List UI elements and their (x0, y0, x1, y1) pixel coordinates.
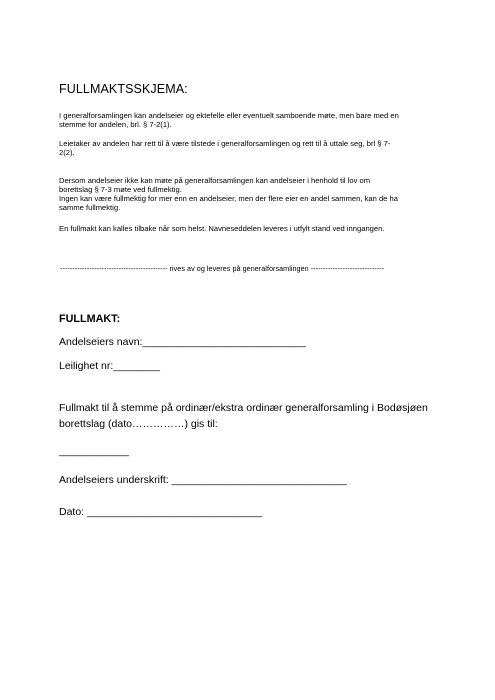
tear-off-separator: -------------------------------------------- rives av og leveres på generalforsamlingen ------------------------------ (60, 264, 385, 273)
date-field[interactable]: Dato: ______________________________ (59, 506, 263, 518)
proxy-name-field[interactable]: ____________ (59, 445, 130, 457)
signature-field[interactable]: Andelseiers underskrift: ______________________________ (59, 474, 347, 486)
tenant-line-2: 2(2). (59, 148, 75, 157)
proxy-rules-line-1: Dersom andelseier ikke kan møte på generalforsamlingen kan andelseier i henhold til lov om (59, 176, 371, 185)
proxy-statement (59, 401, 428, 432)
proxy-rules-paragraph (59, 176, 398, 212)
intro-line-2: stemme for andelen, brl. § 7-2(1). (59, 120, 172, 129)
proxy-statement-line-2: borettslag (dato……………) gis til: (59, 417, 218, 430)
intro-paragraph (59, 111, 399, 129)
proxy-rules-line-4: samme fullmektig. (59, 203, 121, 212)
document-title: FULLMAKTSSKJEMA: (59, 82, 188, 96)
apartment-number-field[interactable]: Leilighet nr:________ (59, 360, 161, 372)
tenant-line-1: Leietaker av andelen har rett til å være tilstede i generalforsamlingen og rett til å uttale seg, brl § 7- (59, 139, 391, 148)
form-heading: FULLMAKT: (59, 313, 121, 325)
owner-name-field[interactable]: Andelseiers navn:____________________________ (59, 336, 306, 348)
intro-line-1: I generalforsamlingen kan andelseier og ektefelle eller eventuelt samboende møte, men bare med en (59, 111, 399, 120)
proxy-rules-line-2: borettslag § 7-3 møte ved fullmektig. (59, 185, 182, 194)
proxy-statement-line-1: Fullmakt til å stemme på ordinær/ekstra ordinær generalforsamling i Bodøsjøen (59, 402, 428, 414)
proxy-rules-line-3: Ingen kan være fullmektig for mer enn en andelseier, men der flere eier en andel sammen, kan de ha (59, 194, 398, 203)
revoke-paragraph: En fullmakt kan kalles tilbake når som helst. Navneseddelen leveres i utfylt stand ved inngangen. (59, 224, 385, 233)
tenant-paragraph (59, 139, 390, 157)
